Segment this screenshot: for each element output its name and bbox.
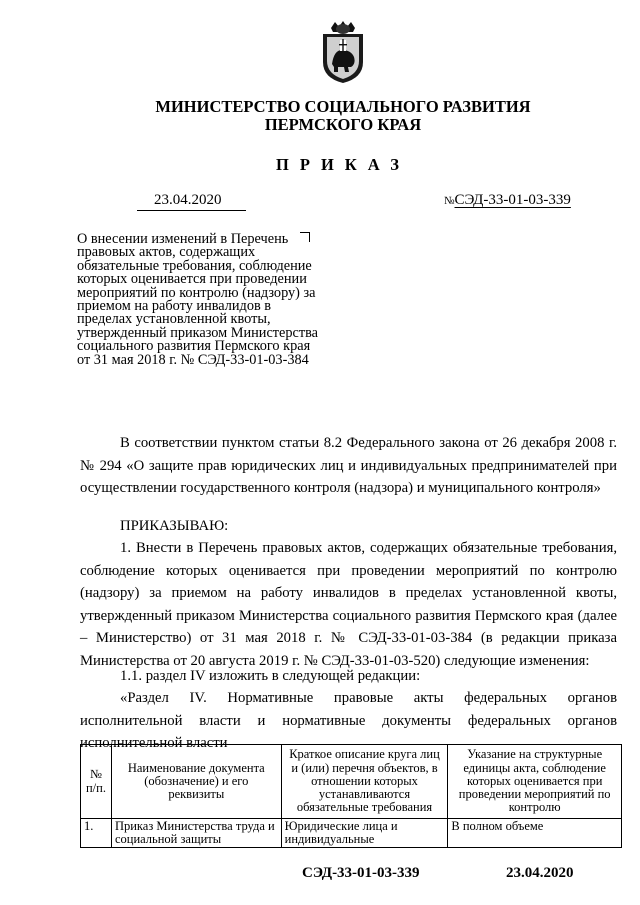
item-1-paragraph: 1. Внести в Перечень правовых актов, содержащих обязательные требования, соблюдение которых оценивается при проведении мероприятий по контролю (надзору) за приемом на работу инвалидов в пределах установленной квоты, утвержденный приказом Министерства социального развития Пермского края (далее – Министерство) от 31 мая 2018 г. № СЭД-33-01-03-384 (в редакции приказа Министерства от 20 августа 2019 г. № СЭД-33-01-03-520) следующие изменения: <box>80 540 617 669</box>
table-cell: Приказ Министерства труда и социальной защиты <box>111 819 281 848</box>
section-title-paragraph: «Раздел IV. Нормативные правовые акты федеральных органов исполнительной власти и нормативные документы федеральных органов исполнительной власти <box>80 690 617 752</box>
table-header-cell: Краткое описание круга лиц и (или) перечня объектов, в отношении которых устанавливаются обязательные требования <box>281 745 448 819</box>
order-subject: О внесении изменений в Перечень правовых актов, содержащих обязательные требования, соблюдение которых оценивается при проведении мероприятий по контролю (надзору) за приемом на работу инвалидов в пределах установленной квоты, утвержденный приказом Министерства социального развития Пермского края от 31 мая 2018 г. № СЭД-33-01-03-384 <box>77 231 319 368</box>
table-row <box>81 819 622 848</box>
footer-order-number: СЭД-33-01-03-339 <box>302 865 420 881</box>
org-name-line1: МИНИСТЕРСТВО СОЦИАЛЬНОГО РАЗВИТИЯ <box>155 97 531 116</box>
footer-order-date: 23.04.2020 <box>506 865 574 881</box>
table-cell: В полном объеме <box>448 819 622 848</box>
table-header-cell: № п/п. <box>81 745 112 819</box>
order-number-value: СЭД-33-01-03-339 <box>454 192 571 208</box>
org-name-line2: ПЕРМСКОГО КРАЯ <box>264 115 422 134</box>
order-number <box>444 192 571 209</box>
order-word: ПРИКАЗЫВАЮ: <box>120 518 229 534</box>
table-cell: 1. <box>81 819 112 848</box>
date-underline <box>137 210 246 211</box>
document-type: ПРИКАЗ <box>276 155 410 174</box>
table-header-row <box>81 745 622 819</box>
perm-krai-coat-of-arms-icon <box>318 20 368 84</box>
preamble-paragraph: В соответствии пунктом статьи 8.2 Федерального закона от 26 декабря 2008 г. № 294 «О защите прав юридических лиц и индивидуальных предпринимателей при осуществлении государственного контроля (надзора) и муниципального контроля» <box>80 435 617 497</box>
table-cell: Юридические лица и индивидуальные <box>281 819 448 848</box>
table-header-cell: Указание на структурные единицы акта, соблюдение которых оценивается при проведении мероприятий по контролю <box>448 745 622 819</box>
number-sign: № <box>444 195 455 207</box>
order-date: 23.04.2020 <box>154 192 222 208</box>
item-1-1-paragraph: 1.1. раздел IV изложить в следующей редакции: <box>120 668 421 684</box>
table-header-cell: Наименование документа (обозначение) и его реквизиты <box>111 745 281 819</box>
documents-table <box>80 744 622 848</box>
